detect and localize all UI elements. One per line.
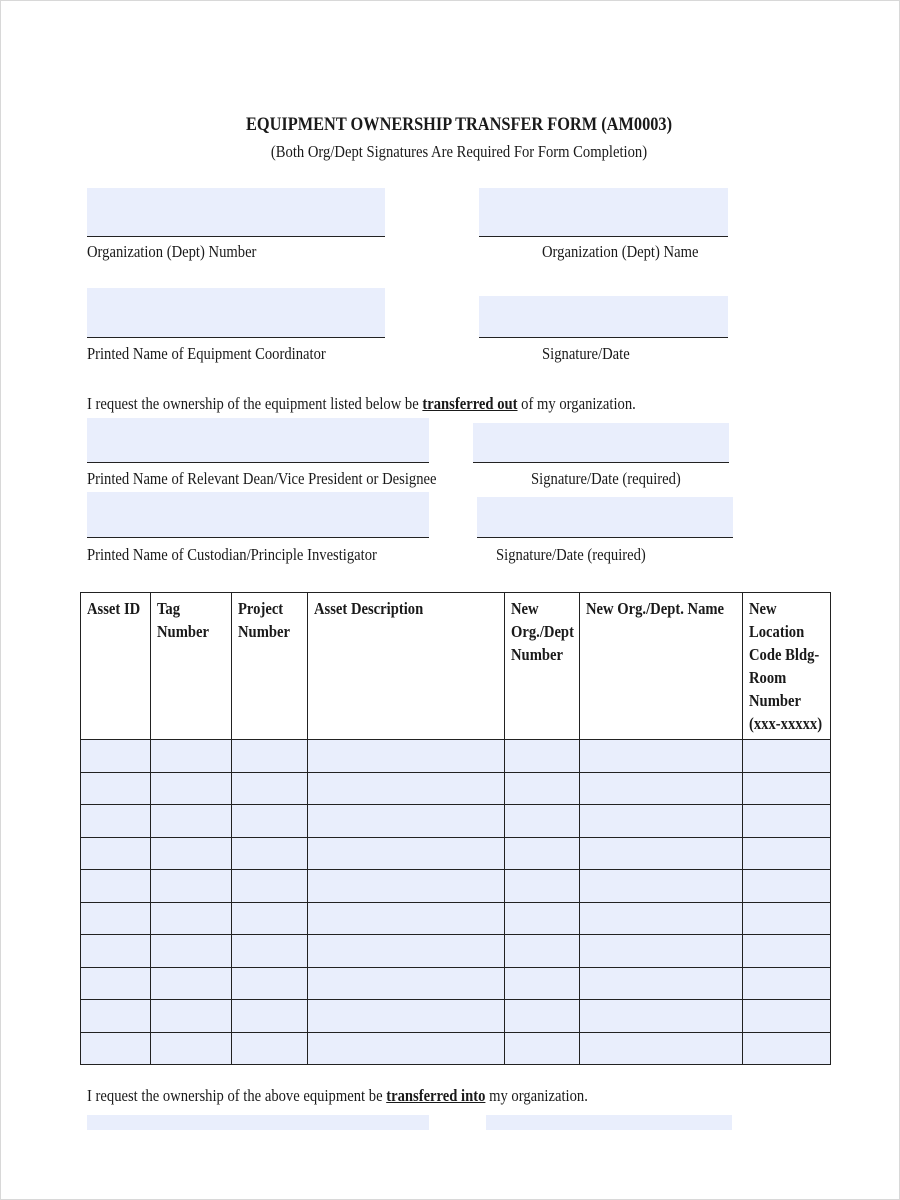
table-cell-input[interactable] bbox=[151, 772, 232, 805]
table-cell-input[interactable] bbox=[505, 837, 580, 870]
table-cell-input[interactable] bbox=[505, 967, 580, 1000]
table-cell-input[interactable] bbox=[81, 772, 151, 805]
table-cell-input[interactable] bbox=[81, 740, 151, 773]
header-new-org-name: New Org./Dept. Name bbox=[580, 593, 743, 740]
table-cell-input[interactable] bbox=[580, 870, 743, 903]
table-row bbox=[81, 870, 831, 903]
table-cell-input[interactable] bbox=[505, 1000, 580, 1033]
dean-signature-field[interactable] bbox=[473, 423, 729, 463]
dean-signature-label: Signature/Date (required) bbox=[531, 469, 681, 488]
transfer-in-emphasis: transferred into bbox=[386, 1086, 486, 1105]
table-cell-input[interactable] bbox=[81, 902, 151, 935]
table-row bbox=[81, 772, 831, 805]
header-asset-id: Asset ID bbox=[81, 593, 151, 740]
table-cell-input[interactable] bbox=[743, 740, 831, 773]
table-cell-input[interactable] bbox=[81, 935, 151, 968]
table-row bbox=[81, 805, 831, 838]
receiving-name-field[interactable] bbox=[87, 1115, 429, 1130]
header-project-number: Project Number bbox=[232, 593, 308, 740]
table-header-row bbox=[81, 593, 831, 740]
table-cell-input[interactable] bbox=[81, 1032, 151, 1065]
table-cell-input[interactable] bbox=[308, 870, 505, 903]
table-cell-input[interactable] bbox=[505, 902, 580, 935]
asset-table-body bbox=[81, 740, 831, 1065]
table-cell-input[interactable] bbox=[308, 1032, 505, 1065]
header-new-location-code: New Location Code Bldg-Room Number (xxx-xxxxx) bbox=[743, 593, 831, 740]
table-cell-input[interactable] bbox=[743, 805, 831, 838]
custodian-name-field[interactable] bbox=[87, 492, 429, 538]
transfer-out-text-before: I request the ownership of the equipment listed below be bbox=[87, 394, 423, 413]
transfer-out-statement bbox=[87, 394, 636, 414]
table-cell-input[interactable] bbox=[308, 1000, 505, 1033]
table-cell-input[interactable] bbox=[505, 805, 580, 838]
table-cell-input[interactable] bbox=[232, 837, 308, 870]
table-cell-input[interactable] bbox=[151, 837, 232, 870]
table-cell-input[interactable] bbox=[151, 967, 232, 1000]
table-cell-input[interactable] bbox=[232, 902, 308, 935]
transfer-in-text-before: I request the ownership of the above equipment be bbox=[87, 1086, 387, 1105]
table-cell-input[interactable] bbox=[81, 805, 151, 838]
table-cell-input[interactable] bbox=[151, 1032, 232, 1065]
table-cell-input[interactable] bbox=[505, 772, 580, 805]
table-cell-input[interactable] bbox=[580, 902, 743, 935]
table-cell-input[interactable] bbox=[580, 967, 743, 1000]
table-cell-input[interactable] bbox=[743, 837, 831, 870]
table-cell-input[interactable] bbox=[151, 902, 232, 935]
header-new-org-number: New Org./Dept Number bbox=[505, 593, 580, 740]
table-cell-input[interactable] bbox=[580, 805, 743, 838]
table-cell-input[interactable] bbox=[505, 1032, 580, 1065]
org-name-field[interactable] bbox=[479, 188, 728, 237]
dean-name-label: Printed Name of Relevant Dean/Vice President or Designee bbox=[87, 469, 437, 488]
table-cell-input[interactable] bbox=[81, 967, 151, 1000]
table-cell-input[interactable] bbox=[151, 870, 232, 903]
table-cell-input[interactable] bbox=[232, 805, 308, 838]
table-row bbox=[81, 935, 831, 968]
coordinator-signature-label: Signature/Date bbox=[542, 344, 630, 363]
table-cell-input[interactable] bbox=[232, 967, 308, 1000]
table-cell-input[interactable] bbox=[81, 870, 151, 903]
table-cell-input[interactable] bbox=[743, 772, 831, 805]
table-cell-input[interactable] bbox=[232, 870, 308, 903]
receiving-signature-field[interactable] bbox=[486, 1115, 732, 1130]
dean-name-field[interactable] bbox=[87, 418, 429, 463]
table-cell-input[interactable] bbox=[580, 837, 743, 870]
table-cell-input[interactable] bbox=[308, 935, 505, 968]
coordinator-name-label: Printed Name of Equipment Coordinator bbox=[87, 344, 326, 363]
table-cell-input[interactable] bbox=[743, 902, 831, 935]
table-cell-input[interactable] bbox=[151, 740, 232, 773]
form-subtitle: (Both Org/Dept Signatures Are Required For Form Completion) bbox=[270, 142, 648, 161]
table-cell-input[interactable] bbox=[151, 935, 232, 968]
custodian-name-label: Printed Name of Custodian/Principle Investigator bbox=[87, 545, 377, 564]
coordinator-name-field[interactable] bbox=[87, 288, 385, 338]
table-cell-input[interactable] bbox=[308, 902, 505, 935]
table-cell-input[interactable] bbox=[151, 805, 232, 838]
table-cell-input[interactable] bbox=[232, 1032, 308, 1065]
custodian-signature-label: Signature/Date (required) bbox=[496, 545, 646, 564]
table-cell-input[interactable] bbox=[580, 1032, 743, 1065]
table-row bbox=[81, 837, 831, 870]
coordinator-signature-field[interactable] bbox=[479, 296, 728, 338]
table-cell-input[interactable] bbox=[580, 740, 743, 773]
table-cell-input[interactable] bbox=[308, 740, 505, 773]
table-cell-input[interactable] bbox=[232, 1000, 308, 1033]
table-cell-input[interactable] bbox=[505, 740, 580, 773]
org-number-field[interactable] bbox=[87, 188, 385, 237]
transfer-in-text-after: my organization. bbox=[485, 1086, 588, 1105]
table-row bbox=[81, 967, 831, 1000]
table-cell-input[interactable] bbox=[743, 935, 831, 968]
table-cell-input[interactable] bbox=[743, 870, 831, 903]
table-cell-input[interactable] bbox=[308, 805, 505, 838]
table-cell-input[interactable] bbox=[232, 772, 308, 805]
table-cell-input[interactable] bbox=[505, 935, 580, 968]
form-title: EQUIPMENT OWNERSHIP TRANSFER FORM (AM0003) bbox=[245, 114, 673, 135]
table-row bbox=[81, 740, 831, 773]
table-cell-input[interactable] bbox=[580, 772, 743, 805]
table-cell-input[interactable] bbox=[743, 1032, 831, 1065]
table-row bbox=[81, 902, 831, 935]
transfer-in-statement bbox=[87, 1086, 588, 1106]
table-cell-input[interactable] bbox=[743, 967, 831, 1000]
table-cell-input[interactable] bbox=[743, 1000, 831, 1033]
table-cell-input[interactable] bbox=[580, 935, 743, 968]
header-asset-description: Asset Description bbox=[308, 593, 505, 740]
table-cell-input[interactable] bbox=[308, 967, 505, 1000]
table-cell-input[interactable] bbox=[81, 1000, 151, 1033]
table-cell-input[interactable] bbox=[232, 740, 308, 773]
transfer-out-emphasis: transferred out bbox=[422, 394, 518, 413]
transfer-out-text-after: of my organization. bbox=[517, 394, 636, 413]
header-tag-number: Tag Number bbox=[151, 593, 232, 740]
table-row bbox=[81, 1032, 831, 1065]
table-row bbox=[81, 1000, 831, 1033]
table-cell-input[interactable] bbox=[308, 837, 505, 870]
table-cell-input[interactable] bbox=[580, 1000, 743, 1033]
org-name-label: Organization (Dept) Name bbox=[542, 242, 699, 261]
org-number-label: Organization (Dept) Number bbox=[87, 242, 257, 261]
custodian-signature-field[interactable] bbox=[477, 497, 733, 538]
table-cell-input[interactable] bbox=[232, 935, 308, 968]
asset-table bbox=[80, 592, 831, 1065]
table-cell-input[interactable] bbox=[505, 870, 580, 903]
table-cell-input[interactable] bbox=[308, 772, 505, 805]
table-cell-input[interactable] bbox=[151, 1000, 232, 1033]
table-cell-input[interactable] bbox=[81, 837, 151, 870]
